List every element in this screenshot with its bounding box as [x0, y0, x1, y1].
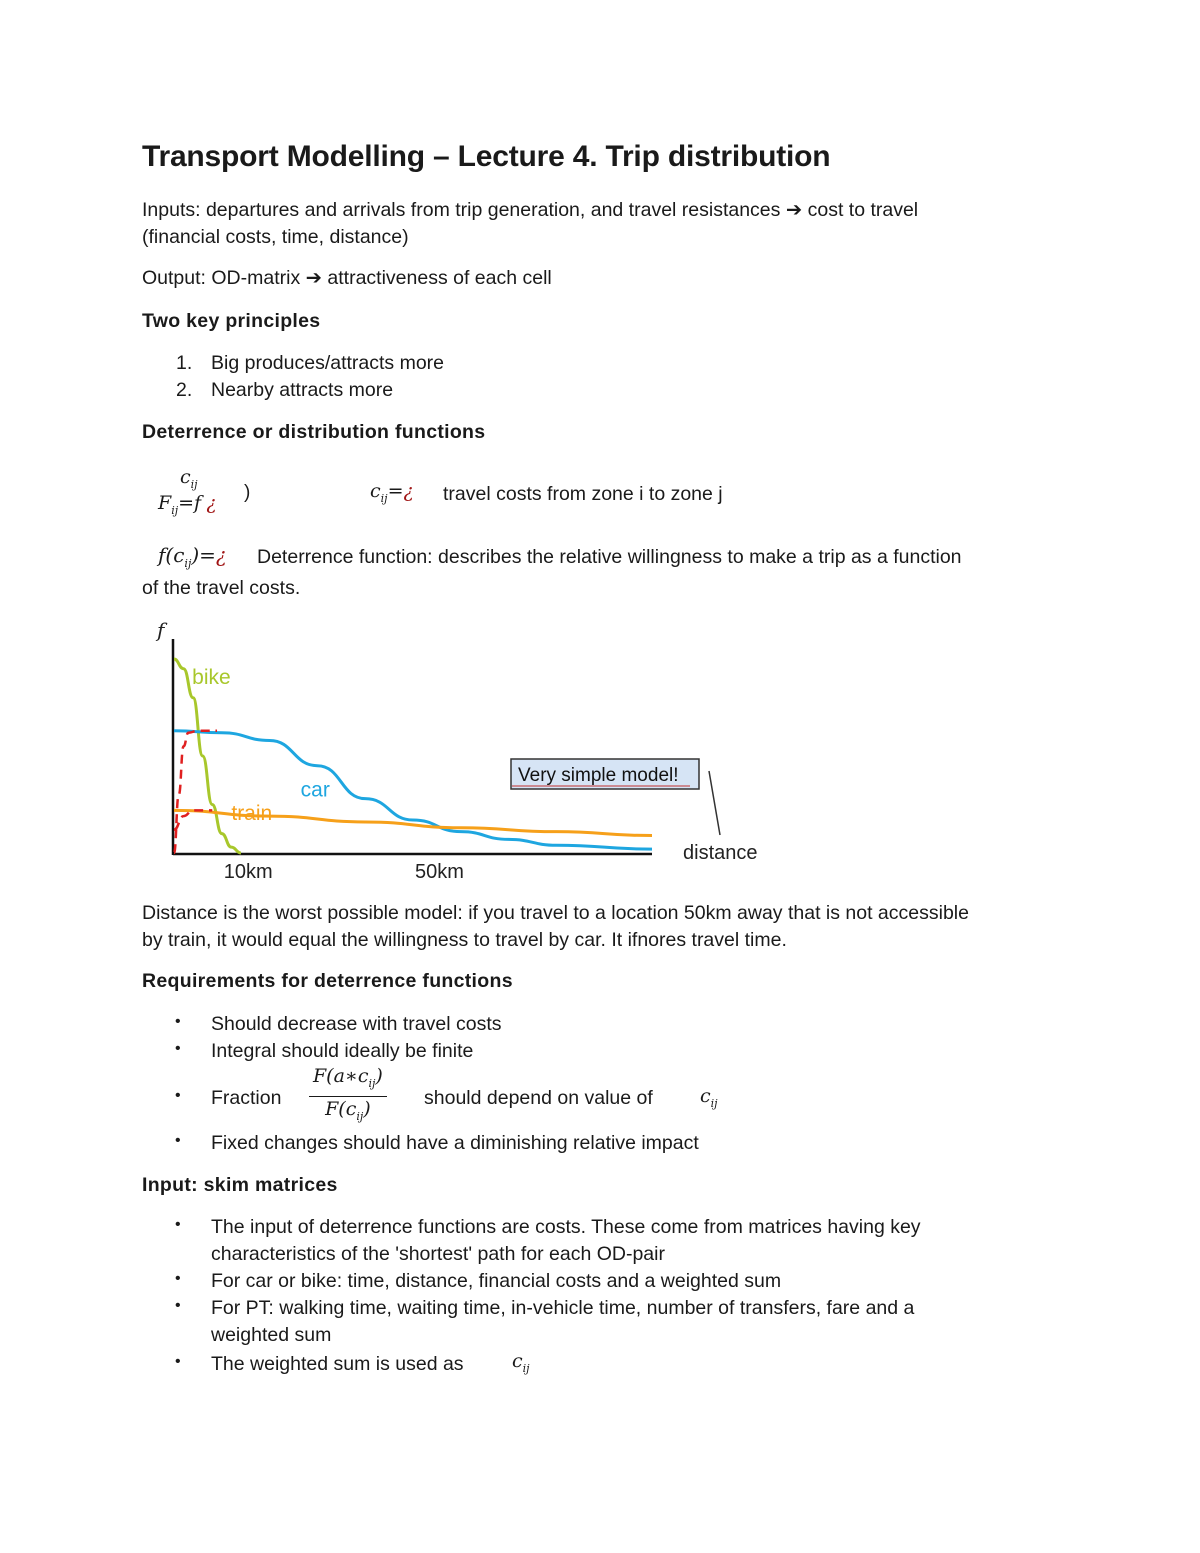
chart-y-label: f [157, 618, 165, 642]
dashed-series-line [174, 731, 217, 853]
formula-f: f [158, 543, 166, 567]
formula-close-paren: ) [244, 482, 251, 503]
formula-c: c [173, 543, 185, 567]
series-label-car: car [300, 778, 330, 802]
skim-item: The weighted sum is used as [211, 1353, 464, 1375]
formula-F-sub: ij [171, 503, 179, 517]
list-item [176, 377, 394, 404]
bullet-icon: • [175, 1132, 181, 1149]
formula-glyph: ¿ [206, 492, 217, 514]
formula-c-sub: ij [184, 557, 192, 570]
formula-eq: = [387, 480, 404, 502]
deterrence-heading: Deterrence or distribution functions [142, 421, 486, 443]
cij-description: travel costs from zone i to zone j [443, 483, 723, 505]
bullet-icon: • [175, 1297, 181, 1314]
dashed-series-line [174, 810, 212, 829]
fraction-pre: Fraction [211, 1087, 282, 1109]
bullet-icon: • [175, 1353, 181, 1370]
annotation-text: Very simple model! [518, 765, 679, 786]
arrow-icon: ➔ [305, 267, 322, 289]
fraction-denominator: $F(c_{ij})$ [325, 1098, 371, 1124]
skim-item-cont: characteristics of the 'shortest' path for each OD-pair [211, 1243, 665, 1265]
arrow-icon: ➔ [785, 199, 803, 221]
fraction-formula [309, 1064, 387, 1129]
skim-item: For PT: walking time, waiting time, in-vehicle time, number of transfers, fare and a [211, 1297, 915, 1319]
requirements-heading: Requirements for deterrence functions [142, 970, 513, 992]
fraction-numerator: $F(a∗c_{ij})$ [313, 1065, 383, 1090]
inputs-text-end: cost to travel [807, 199, 919, 221]
output-pre: Output: OD-matrix [142, 267, 301, 289]
bullet-icon: • [175, 1013, 181, 1030]
series-label-train: train [231, 802, 273, 826]
x-tick-label: 50km [415, 861, 464, 883]
page-title: Transport Modelling – Lecture 4. Trip distribution [142, 140, 831, 173]
output-post: attractiveness of each cell [327, 267, 552, 289]
formula-c: c [370, 480, 381, 502]
fraction-post: should depend on value of [424, 1087, 653, 1109]
output-line [142, 265, 552, 292]
list-text: Big produces/attracts more [211, 352, 445, 374]
annotation-pointer [709, 771, 720, 835]
formula-cij: $c_{ij}$ [512, 1350, 530, 1375]
distance-note-2: by train, it would equal the willingness to travel by car. It ifnores travel time. [142, 929, 787, 951]
formula-eq: =f [178, 492, 202, 514]
formula-c-sub: ij [190, 477, 198, 491]
list-number: 1. [176, 352, 193, 374]
inputs-line-2: (financial costs, time, distance) [142, 226, 409, 248]
deterrence-chart [140, 615, 800, 890]
formula-close: )= [191, 543, 216, 567]
formula-cij-def [370, 480, 414, 505]
skim-heading: Input: skim matrices [142, 1174, 338, 1196]
chart-x-label: distance [683, 842, 758, 864]
formula-open: ( [165, 543, 174, 567]
skim-item: The input of deterrence functions are costs. These come from matrices having key [211, 1216, 921, 1238]
bullet-icon: • [175, 1216, 181, 1233]
list-text: Nearby attracts more [211, 379, 394, 401]
inputs-text: Inputs: departures and arrivals from trip generation, and travel resistances [142, 199, 781, 221]
formula-F: F [158, 492, 172, 514]
list-item [176, 350, 445, 377]
distance-note-1: Distance is the worst possible model: if you travel to a location 50km away that is not accessible [142, 902, 969, 924]
formula-glyph: ¿ [215, 543, 227, 567]
formula-cij: $c_{ij}$ [700, 1085, 718, 1110]
series-label-bike: bike [192, 666, 231, 690]
formula-glyph: ¿ [403, 480, 414, 502]
formula-f-cij [158, 543, 227, 570]
formula-cij-top [180, 466, 198, 491]
bullet-icon: • [175, 1040, 181, 1057]
bullet-icon: • [175, 1087, 181, 1104]
bullet-icon: • [175, 1270, 181, 1287]
requirement-item: Should decrease with travel costs [211, 1013, 502, 1035]
x-tick-label: 10km [223, 861, 273, 883]
formula-c-sub: ij [380, 491, 388, 505]
skim-item: For car or bike: time, distance, financial costs and a weighted sum [211, 1270, 782, 1292]
formula-c: c [180, 466, 191, 488]
list-number: 2. [176, 379, 193, 401]
requirement-item: Fixed changes should have a diminishing relative impact [211, 1132, 699, 1154]
requirement-item: Integral should ideally be finite [211, 1040, 474, 1062]
deterrence-desc-2: of the travel costs. [142, 577, 301, 599]
principles-heading: Two key principles [142, 310, 321, 332]
skim-item-cont: weighted sum [211, 1324, 332, 1346]
formula-fij [158, 492, 217, 517]
deterrence-desc-1: Deterrence function: describes the relative willingness to make a trip as a function [257, 546, 962, 568]
inputs-line-1 [142, 197, 918, 224]
